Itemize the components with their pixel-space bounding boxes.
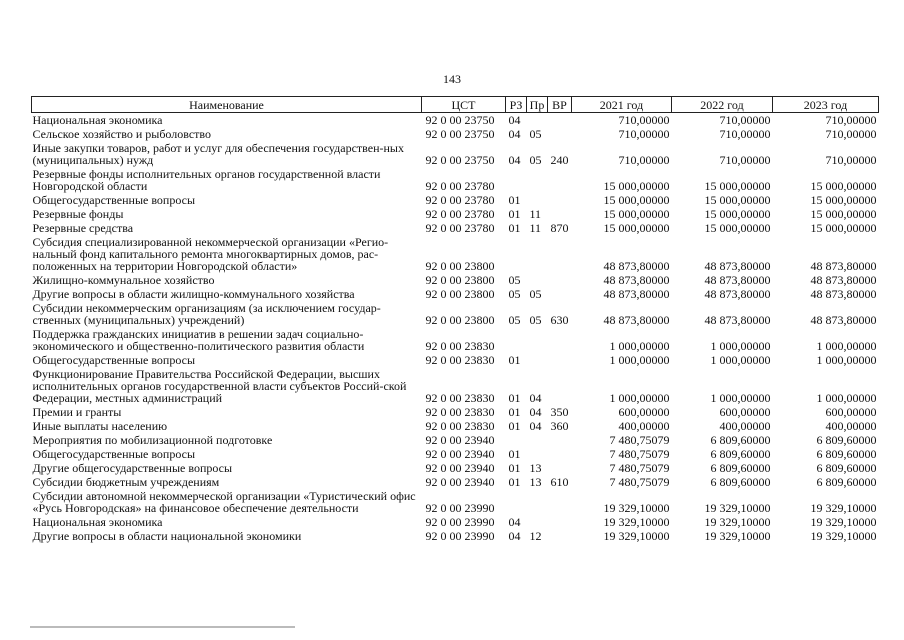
- row-2023: 15 000,00000: [810, 207, 877, 221]
- row-cst: 92 0 00 23750: [425, 153, 495, 167]
- row-2021: 710,00000: [618, 113, 670, 127]
- header-pr: Пр: [527, 97, 548, 113]
- row-vr: [548, 167, 572, 193]
- row-2022: 600,00000: [719, 405, 771, 419]
- row-name: Сельское хозяйство и рыболовство: [32, 127, 212, 141]
- table-row: [32, 475, 879, 489]
- row-2021: 710,00000: [618, 153, 670, 167]
- row-2023: 15 000,00000: [810, 221, 877, 235]
- row-vr: 350: [550, 405, 569, 419]
- row-vr: [548, 207, 572, 221]
- row-rz: 04: [508, 529, 521, 543]
- row-cst: 92 0 00 23800: [425, 287, 495, 301]
- row-rz: 01: [508, 193, 521, 207]
- row-2023: 48 873,80000: [810, 287, 877, 301]
- row-2022: 6 809,60000: [710, 475, 771, 489]
- table-row: [32, 515, 879, 529]
- row-vr: 630: [550, 313, 569, 327]
- row-name: Функционирование Правительства Российской Федерации, высших исполнительных органов государственной власти субъектов Россий-ской Федерации, местных администраций: [32, 367, 407, 405]
- row-rz: 04: [508, 113, 521, 127]
- table-row: [32, 113, 879, 128]
- row-rz: 04: [508, 515, 521, 529]
- row-2023: 710,00000: [825, 127, 877, 141]
- row-pr: 04: [529, 405, 542, 419]
- header-rz: РЗ: [506, 97, 527, 113]
- table-row: [32, 489, 879, 515]
- row-rz: [506, 235, 527, 273]
- row-name: Субсидия специализированной некоммерческой организации «Регио-нальный фонд капитального ремонта многоквартирных домов, рас-положенных на территории Новгородской области»: [32, 235, 389, 273]
- row-pr: 11: [529, 221, 542, 235]
- row-2021: 7 480,75079: [609, 461, 670, 475]
- row-2022: 1 000,00000: [710, 391, 771, 405]
- row-cst: 92 0 00 23940: [425, 461, 495, 475]
- row-2021: 48 873,80000: [603, 287, 670, 301]
- row-2022: 710,00000: [719, 153, 771, 167]
- row-2023: 1 000,00000: [816, 339, 877, 353]
- row-name: Национальная экономика: [32, 515, 163, 529]
- table-row: [32, 367, 879, 405]
- table-row: [32, 327, 879, 353]
- row-vr: [548, 447, 572, 461]
- table-header-row: [32, 97, 879, 113]
- row-pr: 04: [529, 419, 542, 433]
- row-pr: 13: [529, 475, 542, 489]
- row-2022: 6 809,60000: [710, 447, 771, 461]
- row-cst: 92 0 00 23800: [425, 259, 495, 273]
- row-rz: 04: [508, 153, 521, 167]
- row-2021: 1 000,00000: [609, 353, 670, 367]
- row-pr: 12: [529, 529, 542, 543]
- row-cst: 92 0 00 23780: [425, 179, 495, 193]
- table-row: [32, 207, 879, 221]
- row-vr: [548, 235, 572, 273]
- row-pr: 11: [529, 207, 542, 221]
- table-row: [32, 141, 879, 167]
- table-row: [32, 405, 879, 419]
- row-2021: 19 329,10000: [603, 529, 670, 543]
- row-2022: 1 000,00000: [710, 339, 771, 353]
- page-edge-line: [30, 626, 295, 628]
- row-2022: 19 329,10000: [704, 501, 771, 515]
- row-rz: 04: [508, 127, 521, 141]
- row-2023: 19 329,10000: [810, 515, 877, 529]
- row-vr: [548, 461, 572, 475]
- row-2021: 1 000,00000: [609, 391, 670, 405]
- row-2021: 48 873,80000: [603, 313, 670, 327]
- row-vr: [548, 367, 572, 405]
- row-name: Общегосударственные вопросы: [32, 447, 196, 461]
- row-name: Субсидии автономной некоммерческой организации «Туристический офис «Русь Новгородская» на финансовое обеспечение деятельности: [32, 489, 416, 515]
- row-2021: 7 480,75079: [609, 433, 670, 447]
- row-rz: 01: [508, 405, 521, 419]
- row-2022: 48 873,80000: [704, 313, 771, 327]
- table-row: [32, 447, 879, 461]
- row-cst: 92 0 00 23830: [425, 419, 495, 433]
- row-pr: 13: [529, 461, 542, 475]
- row-2022: 48 873,80000: [704, 273, 771, 287]
- table-row: [32, 529, 879, 543]
- row-2021: 1 000,00000: [609, 339, 670, 353]
- header-name: Наименование: [32, 97, 422, 113]
- header-2022: 2022 год: [672, 97, 773, 113]
- row-pr: [527, 193, 548, 207]
- row-rz: [506, 167, 527, 193]
- row-name: Жилищно-коммунальное хозяйство: [32, 273, 215, 287]
- table-row: [32, 221, 879, 235]
- row-rz: 01: [508, 391, 521, 405]
- row-2022: 15 000,00000: [704, 193, 771, 207]
- row-2021: 19 329,10000: [603, 515, 670, 529]
- row-name: Резервные средства: [32, 221, 134, 235]
- row-2023: 48 873,80000: [810, 273, 877, 287]
- row-pr: 05: [529, 153, 542, 167]
- table-row: [32, 273, 879, 287]
- row-2022: 6 809,60000: [710, 461, 771, 475]
- row-vr: [548, 433, 572, 447]
- row-rz: [506, 327, 527, 353]
- row-vr: [548, 327, 572, 353]
- row-2023: 48 873,80000: [810, 313, 877, 327]
- header-cst: ЦСТ: [422, 97, 506, 113]
- row-rz: 01: [508, 221, 521, 235]
- row-vr: [548, 127, 572, 141]
- header-2021: 2021 год: [572, 97, 672, 113]
- row-vr: 240: [550, 153, 569, 167]
- row-cst: 92 0 00 23830: [425, 353, 495, 367]
- row-2023: 48 873,80000: [810, 259, 877, 273]
- row-2022: 48 873,80000: [704, 287, 771, 301]
- row-cst: 92 0 00 23750: [425, 127, 495, 141]
- row-name: Премии и гранты: [32, 405, 122, 419]
- row-name: Другие вопросы в области национальной экономики: [32, 529, 302, 543]
- row-cst: 92 0 00 23830: [425, 405, 495, 419]
- row-2023: 600,00000: [825, 405, 877, 419]
- row-2023: 1 000,00000: [816, 391, 877, 405]
- row-2021: 15 000,00000: [603, 221, 670, 235]
- row-pr: [527, 113, 548, 128]
- row-name: Мероприятия по мобилизационной подготовке: [32, 433, 273, 447]
- row-name: Субсидии некоммерческим организациям (за исключением государ-ственных (муниципальных) учреждений): [32, 301, 381, 327]
- row-vr: 870: [550, 221, 569, 235]
- table-row: [32, 127, 879, 141]
- page-number: 143: [443, 72, 461, 86]
- row-2022: 15 000,00000: [704, 207, 771, 221]
- row-name: Другие общегосударственные вопросы: [32, 461, 233, 475]
- row-pr: [527, 447, 548, 461]
- table-row: [32, 419, 879, 433]
- row-vr: 610: [550, 475, 569, 489]
- row-2023: 19 329,10000: [810, 529, 877, 543]
- row-2021: 15 000,00000: [603, 207, 670, 221]
- row-rz: 01: [508, 419, 521, 433]
- row-2023: 15 000,00000: [810, 179, 877, 193]
- row-2022: 1 000,00000: [710, 353, 771, 367]
- row-rz: 01: [508, 353, 521, 367]
- row-vr: [548, 273, 572, 287]
- row-name: Иные выплаты населению: [32, 419, 168, 433]
- row-2021: 600,00000: [618, 405, 670, 419]
- row-name: Общегосударственные вопросы: [32, 353, 196, 367]
- row-cst: 92 0 00 23940: [425, 447, 495, 461]
- row-2021: 7 480,75079: [609, 475, 670, 489]
- table-row: [32, 193, 879, 207]
- row-pr: 05: [529, 287, 542, 301]
- row-rz: [506, 433, 527, 447]
- row-pr: [527, 235, 548, 273]
- row-cst: 92 0 00 23780: [425, 207, 495, 221]
- budget-table: [31, 96, 879, 543]
- table-row: [32, 353, 879, 367]
- row-2022: 710,00000: [719, 113, 771, 127]
- row-2022: 19 329,10000: [704, 515, 771, 529]
- row-rz: 05: [508, 287, 521, 301]
- header-vr: ВР: [548, 97, 572, 113]
- row-cst: 92 0 00 23940: [425, 475, 495, 489]
- row-2021: 48 873,80000: [603, 273, 670, 287]
- row-2023: 1 000,00000: [816, 353, 877, 367]
- table-row: [32, 167, 879, 193]
- row-2021: 19 329,10000: [603, 501, 670, 515]
- row-2023: 6 809,60000: [816, 475, 877, 489]
- row-pr: [527, 327, 548, 353]
- row-2021: 7 480,75079: [609, 447, 670, 461]
- row-2023: 6 809,60000: [816, 461, 877, 475]
- row-name: Резервные фонды исполнительных органов государственной власти Новгородской области: [32, 167, 381, 193]
- row-2021: 48 873,80000: [603, 259, 670, 273]
- row-pr: [527, 167, 548, 193]
- row-pr: 05: [529, 313, 542, 327]
- row-vr: 360: [550, 419, 569, 433]
- row-name: Резервные фонды: [32, 207, 124, 221]
- row-cst: 92 0 00 23940: [425, 433, 495, 447]
- row-2023: 15 000,00000: [810, 193, 877, 207]
- header-2023: 2023 год: [773, 97, 879, 113]
- row-2023: 710,00000: [825, 153, 877, 167]
- row-2021: 15 000,00000: [603, 193, 670, 207]
- row-2022: 400,00000: [719, 419, 771, 433]
- row-2022: 710,00000: [719, 127, 771, 141]
- row-2023: 19 329,10000: [810, 501, 877, 515]
- row-pr: [527, 433, 548, 447]
- row-cst: 92 0 00 23780: [425, 221, 495, 235]
- row-vr: [548, 287, 572, 301]
- row-2021: 15 000,00000: [603, 179, 670, 193]
- row-rz: [506, 489, 527, 515]
- row-2021: 400,00000: [618, 419, 670, 433]
- row-rz: 05: [508, 313, 521, 327]
- row-pr: 05: [529, 127, 542, 141]
- table-row: [32, 235, 879, 273]
- row-2022: 15 000,00000: [704, 179, 771, 193]
- row-vr: [548, 529, 572, 543]
- row-cst: 92 0 00 23990: [425, 515, 495, 529]
- row-2022: 6 809,60000: [710, 433, 771, 447]
- row-name: Иные закупки товаров, работ и услуг для обеспечения государствен-ных (муниципальных) нужд: [32, 141, 404, 167]
- row-cst: 92 0 00 23800: [425, 313, 495, 327]
- row-name: Субсидии бюджетным учреждениям: [32, 475, 220, 489]
- row-vr: [548, 515, 572, 529]
- row-2023: 710,00000: [825, 113, 877, 127]
- row-name: Другие вопросы в области жилищно-коммунального хозяйства: [32, 287, 355, 301]
- row-2021: 710,00000: [618, 127, 670, 141]
- row-cst: 92 0 00 23990: [425, 529, 495, 543]
- row-2022: 15 000,00000: [704, 221, 771, 235]
- row-2023: 400,00000: [825, 419, 877, 433]
- row-pr: [527, 489, 548, 515]
- row-cst: 92 0 00 23780: [425, 193, 495, 207]
- row-2023: 6 809,60000: [816, 433, 877, 447]
- row-rz: 01: [508, 207, 521, 221]
- row-cst: 92 0 00 23830: [425, 391, 495, 405]
- row-rz: 05: [508, 273, 521, 287]
- row-pr: 04: [529, 391, 542, 405]
- row-pr: [527, 353, 548, 367]
- row-vr: [548, 113, 572, 128]
- row-cst: 92 0 00 23990: [425, 501, 495, 515]
- row-vr: [548, 353, 572, 367]
- row-rz: 01: [508, 461, 521, 475]
- table-body: [32, 113, 879, 544]
- row-rz: 01: [508, 447, 521, 461]
- row-pr: [527, 273, 548, 287]
- row-pr: [527, 515, 548, 529]
- row-rz: 01: [508, 475, 521, 489]
- row-2022: 19 329,10000: [704, 529, 771, 543]
- table-row: [32, 301, 879, 327]
- table-row: [32, 287, 879, 301]
- row-cst: 92 0 00 23750: [425, 113, 495, 127]
- row-2022: 48 873,80000: [704, 259, 771, 273]
- row-2023: 6 809,60000: [816, 447, 877, 461]
- row-name: Общегосударственные вопросы: [32, 193, 196, 207]
- row-cst: 92 0 00 23830: [425, 339, 495, 353]
- row-vr: [548, 489, 572, 515]
- row-vr: [548, 193, 572, 207]
- row-name: Национальная экономика: [32, 113, 163, 127]
- table-row: [32, 461, 879, 475]
- row-name: Поддержка гражданских инициатив в решении задач социально-экономического и общественно-политического развития области: [32, 327, 365, 353]
- table-row: [32, 433, 879, 447]
- row-cst: 92 0 00 23800: [425, 273, 495, 287]
